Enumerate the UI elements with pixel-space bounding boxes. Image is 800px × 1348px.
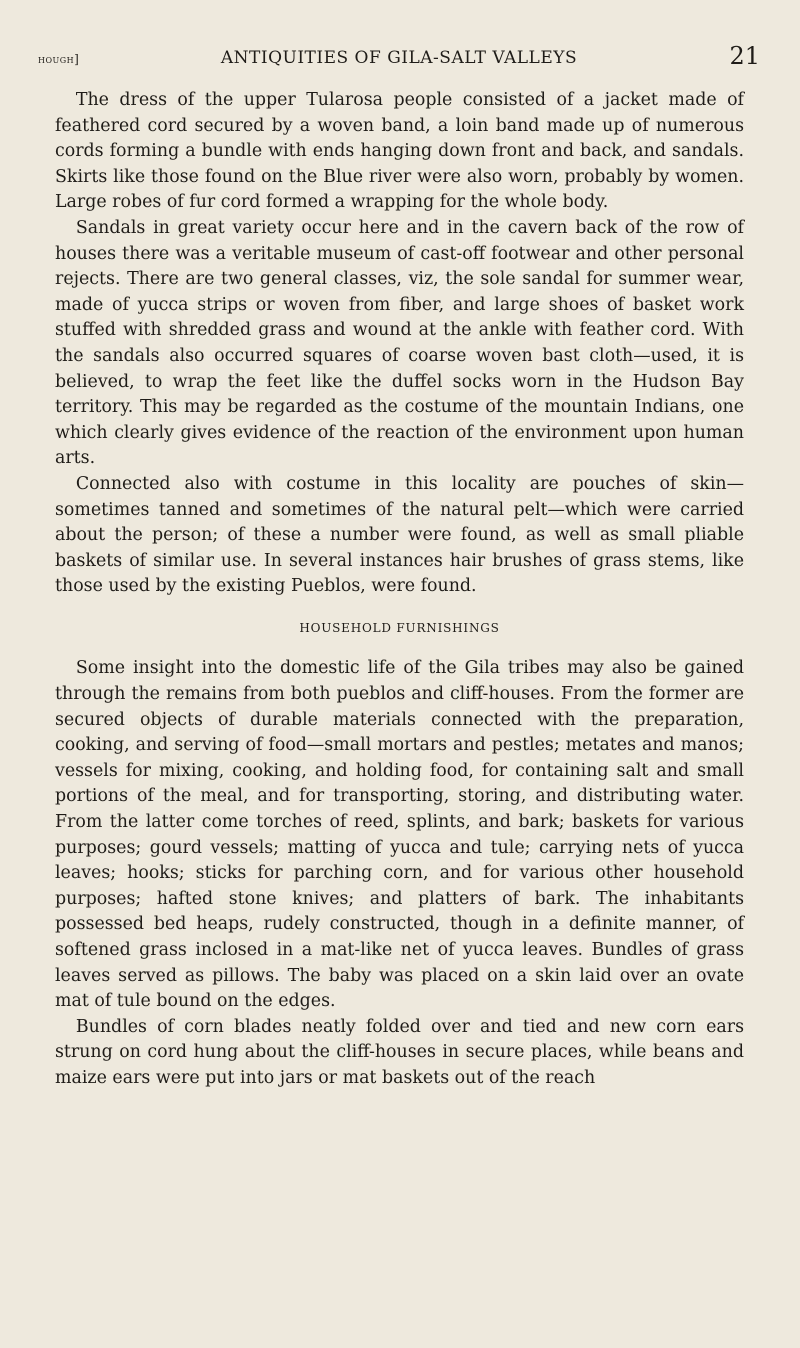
running-head	[38, 42, 760, 76]
page-number: 21	[729, 42, 760, 70]
paragraph-sandals: Sandals in great variety occur here and in the cavern back of the row of houses there was a veritable museum of cast-off footwear and other personal rejects. There are two general classes, viz, the sole sandal for summer wear, made of yucca strips or woven from fiber, and large shoes of basket work stuffed with shredded grass and wound at the ankle with feather cord. With the sandals also occurred squares of coarse woven bast cloth—used, it is believed, to wrap the feet like the duffel socks worn in the Hudson Bay territory. This may be regarded as the costume of the mountain Indians, one which clearly gives evidence of the reaction of the environment upon human arts.	[55, 217, 744, 469]
paragraph-dress: The dress of the upper Tularosa people consisted of a jacket made of feathered cord secured by a woven band, a loin band made up of numerous cords forming a bundle with ends hanging down front and back, and sandals. Skirts like those found on the Blue river were also worn, probably by women. Large robes of fur cord formed a wrapping for the whole body.	[55, 90, 744, 213]
section-heading: HOUSEHOLD FURNISHINGS	[299, 620, 500, 635]
author-running-head: hough]	[38, 52, 80, 66]
paragraph-domestic-life: Some insight into the domestic life of the Gila tribes may also be gained through the remains from both pueblos and cliff-houses. From the former are secured objects of durable materials connected with the preparation, cooking, and serving of food—small mortars and pestles; metates and manos; vessels for mixing, cooking, and holding food, for containing salt and small portions of the meal, and for transporting, storing, and distributing water. From the latter come torches of reed, splints, and bark; baskets for various purposes; gourd vessels; matting of yucca and tule; carrying nets of yucca leaves; hooks; sticks for parching corn, and for various other household purposes; hafted stone knives; and platters of bark. The inhabitants possessed bed heaps, rudely constructed, though in a definite manner, of softened grass inclosed in a mat-like net of yucca leaves. Bundles of grass leaves served as pillows. The baby was placed on a skin laid over an ovate mat of tule bound on the edges.	[55, 658, 744, 1012]
page-title: ANTIQUITIES OF GILA-SALT VALLEYS	[220, 48, 578, 68]
body-text	[55, 88, 744, 1092]
paragraph-pouches: Connected also with costume in this locality are pouches of skin—sometimes tanned and sometimes of the natural pelt—which were carried about the person; of these a number were found, as well as small pliable baskets of similar use. In several instances hair brushes of grass stems, like those used by the existing Pueblos, were found.	[55, 473, 744, 597]
paragraph-corn-bundles: Bundles of corn blades neatly folded over and tied and new corn ears strung on cord hung about the cliff-houses in secure places, while beans and maize ears were put into jars or mat baskets out of the reach	[55, 1016, 744, 1088]
